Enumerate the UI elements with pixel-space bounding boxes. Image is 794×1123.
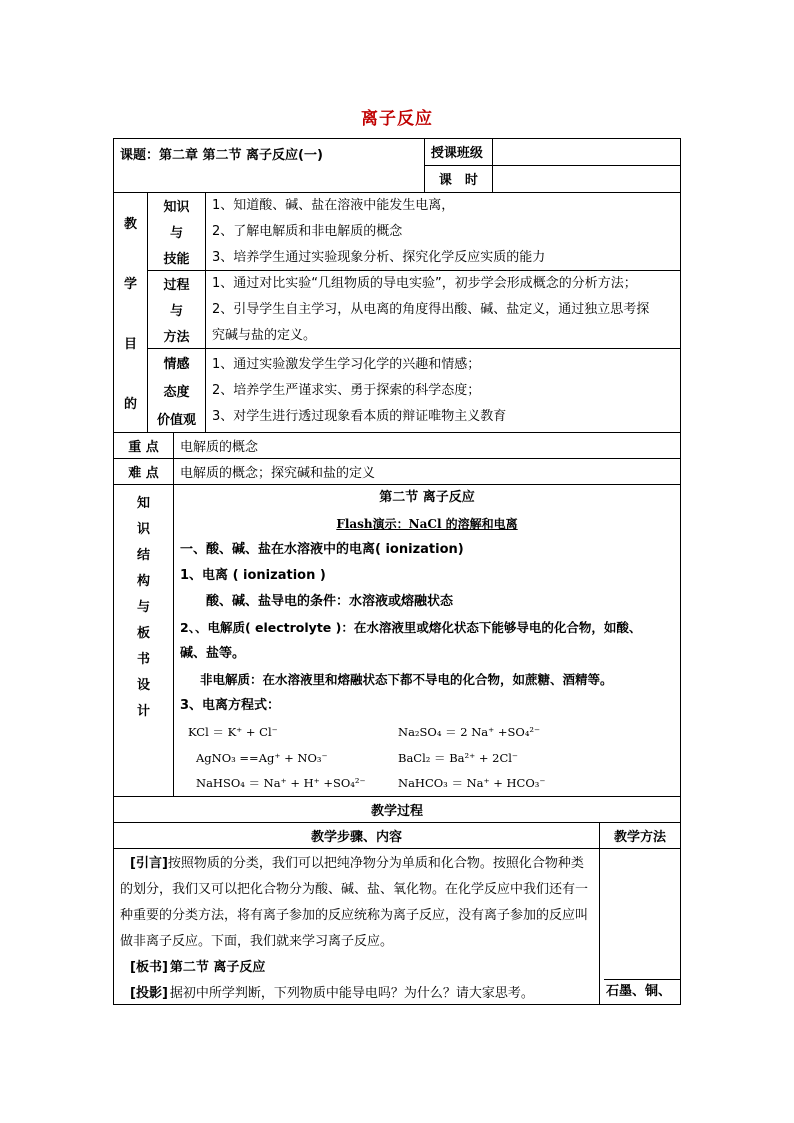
objectives-side-label: 教 学 目 的 xyxy=(114,193,148,432)
board-heading: 第二节 离子反应 xyxy=(379,490,475,505)
objective-knowledge: 知识 与 技能 1、知道酸、碱、盐在溶液中能发生电离， 2、了解电解质和非电解质的概念 3、培养学生通过实验现象分析、探究化学反应实质的能力 xyxy=(148,193,680,271)
board-flash: Flash演示：NaCl 的溶解和电离 xyxy=(336,517,518,531)
page-title: 离子反应 xyxy=(361,109,433,129)
process-method: 石墨、铜、 xyxy=(600,849,680,1004)
difficulty-value: 电解质的概念；探究碱和盐的定义 xyxy=(180,466,376,481)
col-steps: 教学步骤、内容 xyxy=(114,823,600,848)
board-note: [板书] 第二节 离子反应 xyxy=(130,960,266,975)
objective-process: 过程 与 方法 1、通过对比实验“几组物质的导电实验”，初步学会形成概念的分析方法； 2、引导学生自主学习，从电离的角度得出酸、碱、盐定义，通过独立思考探 究碱与盐的定义。 xyxy=(148,271,680,349)
board-design-row xyxy=(114,485,680,797)
lesson-plan-table xyxy=(113,138,681,1005)
hours-label: 课 时 xyxy=(425,166,493,192)
col-method: 教学方法 xyxy=(613,830,666,845)
class-label: 授课班级 xyxy=(425,139,493,165)
process-steps xyxy=(114,849,600,1004)
process-title: 教学过程 xyxy=(370,804,423,819)
objective-attitude: 情感 态度 价值观 1、通过实验激发学生学习化学的兴趣和情感； 2、培养学生严谨求实、勇于探索的科学态度； 3、对学生进行透过现象看本质的辩证唯物主义教育 xyxy=(148,349,680,432)
class-value xyxy=(493,139,680,165)
key-point-row xyxy=(114,433,680,459)
topic-cell: 课题：第二章 第二节 离子反应(一) xyxy=(114,139,425,192)
process-header-row xyxy=(114,823,680,849)
difficulty-row xyxy=(114,459,680,485)
objectives-row xyxy=(114,193,680,433)
board-content: 第二节 离子反应 Flash演示：NaCl 的溶解和电离 一、酸、碱、盐在水溶液中的电离( ionization) 1、电离 ( ionization ) 酸、碱、盐导电的条件：水溶液或熔融状态 2、、电解质( electrolyte )：在水溶液里或熔化状态下能够导电的化合物，如酸、 碱、盐等。 非电解质：在水溶液里和熔融状态下都不导电的化合物，如蔗糖、酒精等。 3、电离方程式： KCl ＝ K⁺ + Cl⁻ Na₂SO₄ ＝ 2 Na⁺ +SO₄²⁻ AgNO₃ ==Ag⁺ + NO₃⁻ BaCl₂ ＝ Ba²⁺ + 2Cl⁻ NaHSO₄ ＝ Na⁺ + H⁺ +SO₄²⁻ NaHCO₃ ＝ Na⁺ + HCO₃⁻ xyxy=(174,485,680,796)
key-point-value: 电解质的概念 xyxy=(180,440,259,455)
key-point-label: 重 点 xyxy=(114,433,174,458)
projection-note: [投影] 据初中所学判断，下列物质中能导电吗？为什么？请大家思考。 xyxy=(130,986,534,1001)
equation-row-3: NaHSO₄ ＝ Na⁺ + H⁺ +SO₄²⁻ NaHCO₃ ＝ Na⁺ + HCO₃⁻ xyxy=(196,776,546,791)
board-side-label: 知 识 结 构 与 板 书 设 计 xyxy=(114,485,174,796)
header-row xyxy=(114,139,680,193)
intro-paragraph: [引言]按照物质的分类，我们可以把纯净物分为单质和化合物。按照化合物种类的划分，我们又可以把化合物分为酸、碱、盐、氧化物。在化学反应中我们还有一种重要的分类方法，将有离子参加的反应统称为离子反应，没有离子参加的反应叫做非离子反应。下面，我们就来学习离子反应。 xyxy=(120,856,589,949)
difficulty-label: 难 点 xyxy=(114,459,174,484)
hours-value xyxy=(493,166,680,192)
process-title-row xyxy=(114,797,680,823)
process-body-row xyxy=(114,849,680,1004)
equation-row-1: KCl ＝ K⁺ + Cl⁻ Na₂SO₄ ＝ 2 Na⁺ +SO₄²⁻ xyxy=(188,724,541,739)
equation-row-2: AgNO₃ ==Ag⁺ + NO₃⁻ BaCl₂ ＝ Ba²⁺ + 2Cl⁻ xyxy=(196,750,519,765)
